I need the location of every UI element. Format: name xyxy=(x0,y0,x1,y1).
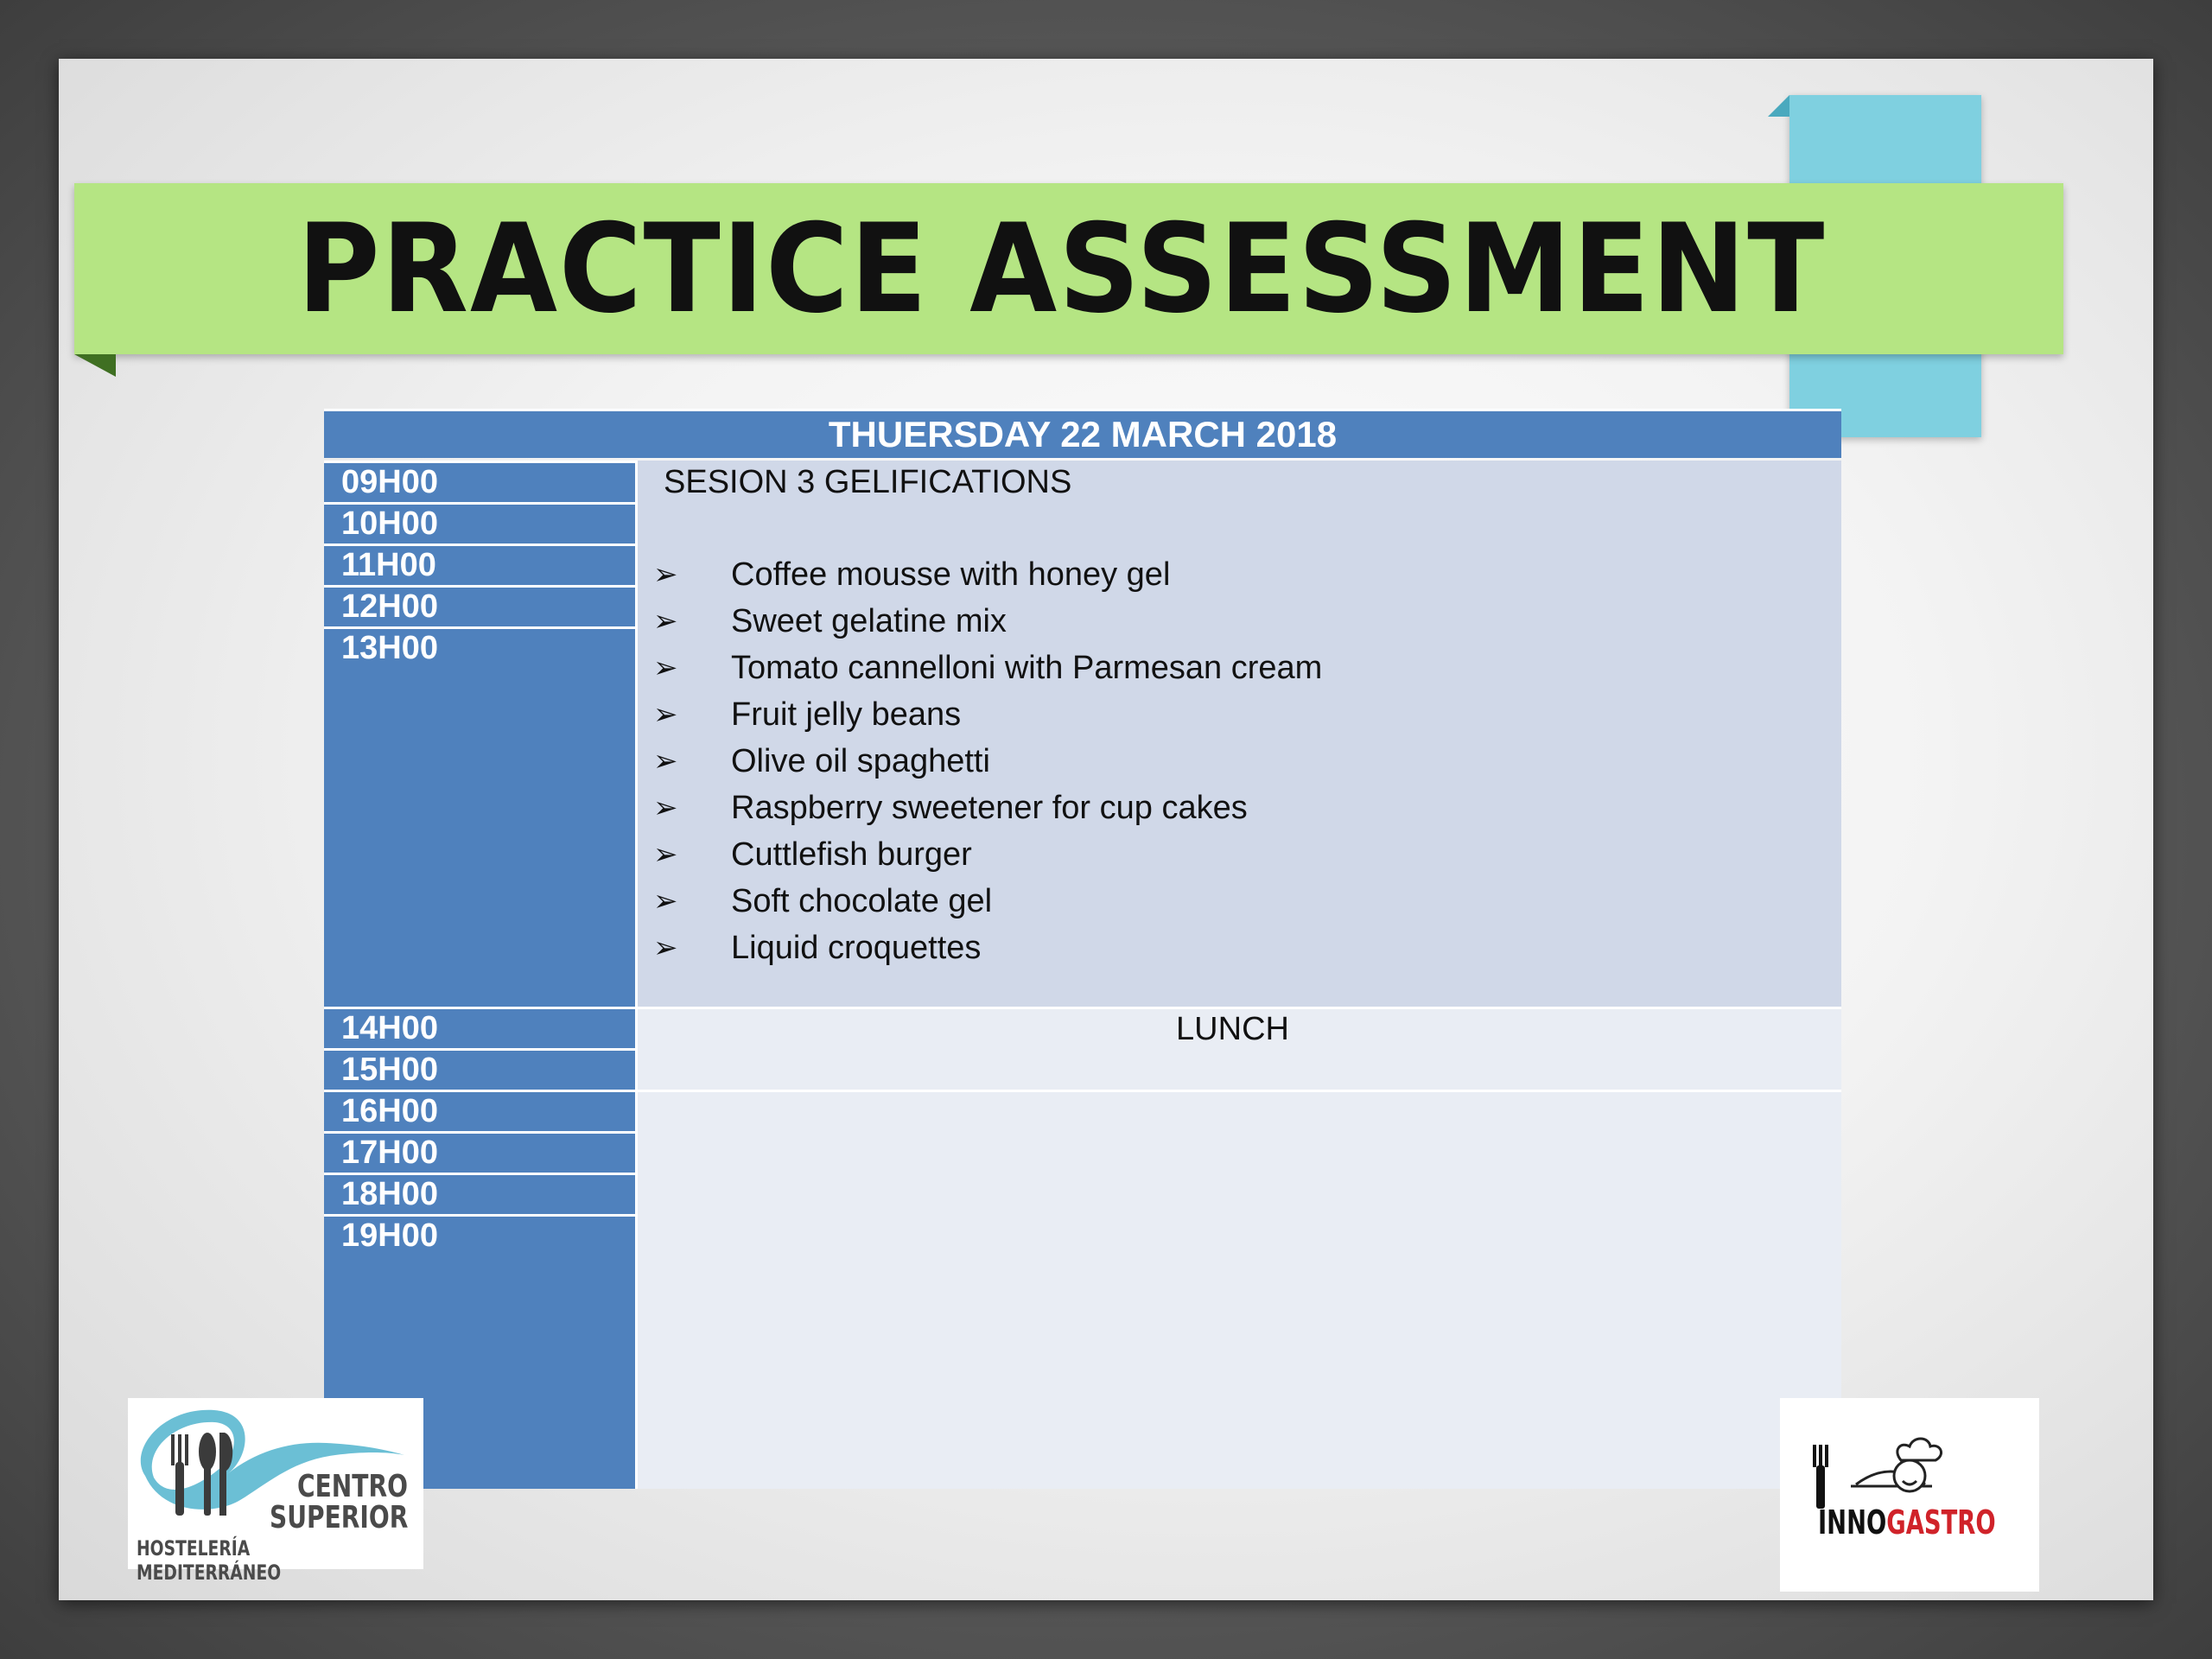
dish-name: Olive oil spaghetti xyxy=(731,742,990,779)
dish-name: Coffee mousse with honey gel xyxy=(731,556,1171,593)
dish-name: Raspberry sweetener for cup cakes xyxy=(731,789,1248,826)
arrow-bullet-icon: ➢ xyxy=(653,698,678,731)
afternoon-cell xyxy=(635,1090,1841,1489)
logo-line-3: HOSTELERÍA MEDITERRÁNEO xyxy=(137,1536,282,1585)
time-cell: 19H00 xyxy=(324,1214,635,1489)
list-item xyxy=(653,831,1322,878)
list-item xyxy=(653,691,1322,738)
lunch-cell xyxy=(635,1007,1841,1090)
list-item xyxy=(653,598,1322,645)
arrow-bullet-icon: ➢ xyxy=(653,652,678,684)
arrow-bullet-icon: ➢ xyxy=(653,745,678,778)
arrow-bullet-icon: ➢ xyxy=(653,885,678,918)
time-cell: 11H00 xyxy=(324,543,635,585)
dish-list xyxy=(653,551,1322,971)
time-cell: 17H00 xyxy=(324,1131,635,1173)
slide-title: PRACTICE ASSESSMENT xyxy=(297,197,1827,340)
time-cell: 10H00 xyxy=(324,502,635,543)
logo-line-1: CENTRO xyxy=(297,1469,408,1504)
dish-name: Sweet gelatine mix xyxy=(731,602,1007,639)
schedule-table xyxy=(324,409,1841,1489)
chef-fork-icon xyxy=(1780,1398,2039,1510)
list-item xyxy=(653,925,1322,971)
logo-line-2: SUPERIOR xyxy=(270,1500,409,1535)
banner-fold-shape xyxy=(74,354,116,377)
time-cell: 15H00 xyxy=(324,1048,635,1090)
dish-name: Cuttlefish burger xyxy=(731,836,972,873)
cyan-fold-shape xyxy=(1768,95,1789,117)
gastro-text: GASTRO xyxy=(1886,1503,1996,1541)
arrow-bullet-icon: ➢ xyxy=(653,791,678,824)
arrow-bullet-icon: ➢ xyxy=(653,838,678,871)
list-item xyxy=(653,878,1322,925)
innogastro-wordmark xyxy=(1818,1503,1996,1541)
time-cell: 16H00 xyxy=(324,1090,635,1131)
day-header: THUERSDAY 22 MARCH 2018 xyxy=(324,409,1841,458)
time-cell: 09H00 xyxy=(324,461,635,502)
time-cell: 14H00 xyxy=(324,1007,635,1048)
inno-text: INNO xyxy=(1818,1503,1887,1541)
lunch-label: LUNCH xyxy=(1176,1011,1289,1047)
list-item xyxy=(653,738,1322,785)
list-item xyxy=(653,645,1322,691)
list-item xyxy=(653,551,1322,598)
dish-name: Tomato cannelloni with Parmesan cream xyxy=(731,649,1323,686)
arrow-bullet-icon: ➢ xyxy=(653,931,678,964)
list-item xyxy=(653,785,1322,831)
time-cell: 12H00 xyxy=(324,585,635,626)
arrow-bullet-icon: ➢ xyxy=(653,558,678,591)
session-title: SESION 3 GELIFICATIONS xyxy=(664,464,1072,500)
dish-name: Soft chocolate gel xyxy=(731,882,993,919)
dish-name: Fruit jelly beans xyxy=(731,696,962,733)
dish-name: Liquid croquettes xyxy=(731,929,982,966)
time-cell: 18H00 xyxy=(324,1173,635,1214)
innogastro-logo xyxy=(1780,1398,2039,1592)
centro-superior-logo xyxy=(128,1398,423,1585)
arrow-bullet-icon: ➢ xyxy=(653,605,678,638)
session-cell xyxy=(635,461,1841,1007)
slide xyxy=(59,59,2153,1600)
title-banner xyxy=(74,183,2063,354)
time-cell: 13H00 xyxy=(324,626,635,1007)
